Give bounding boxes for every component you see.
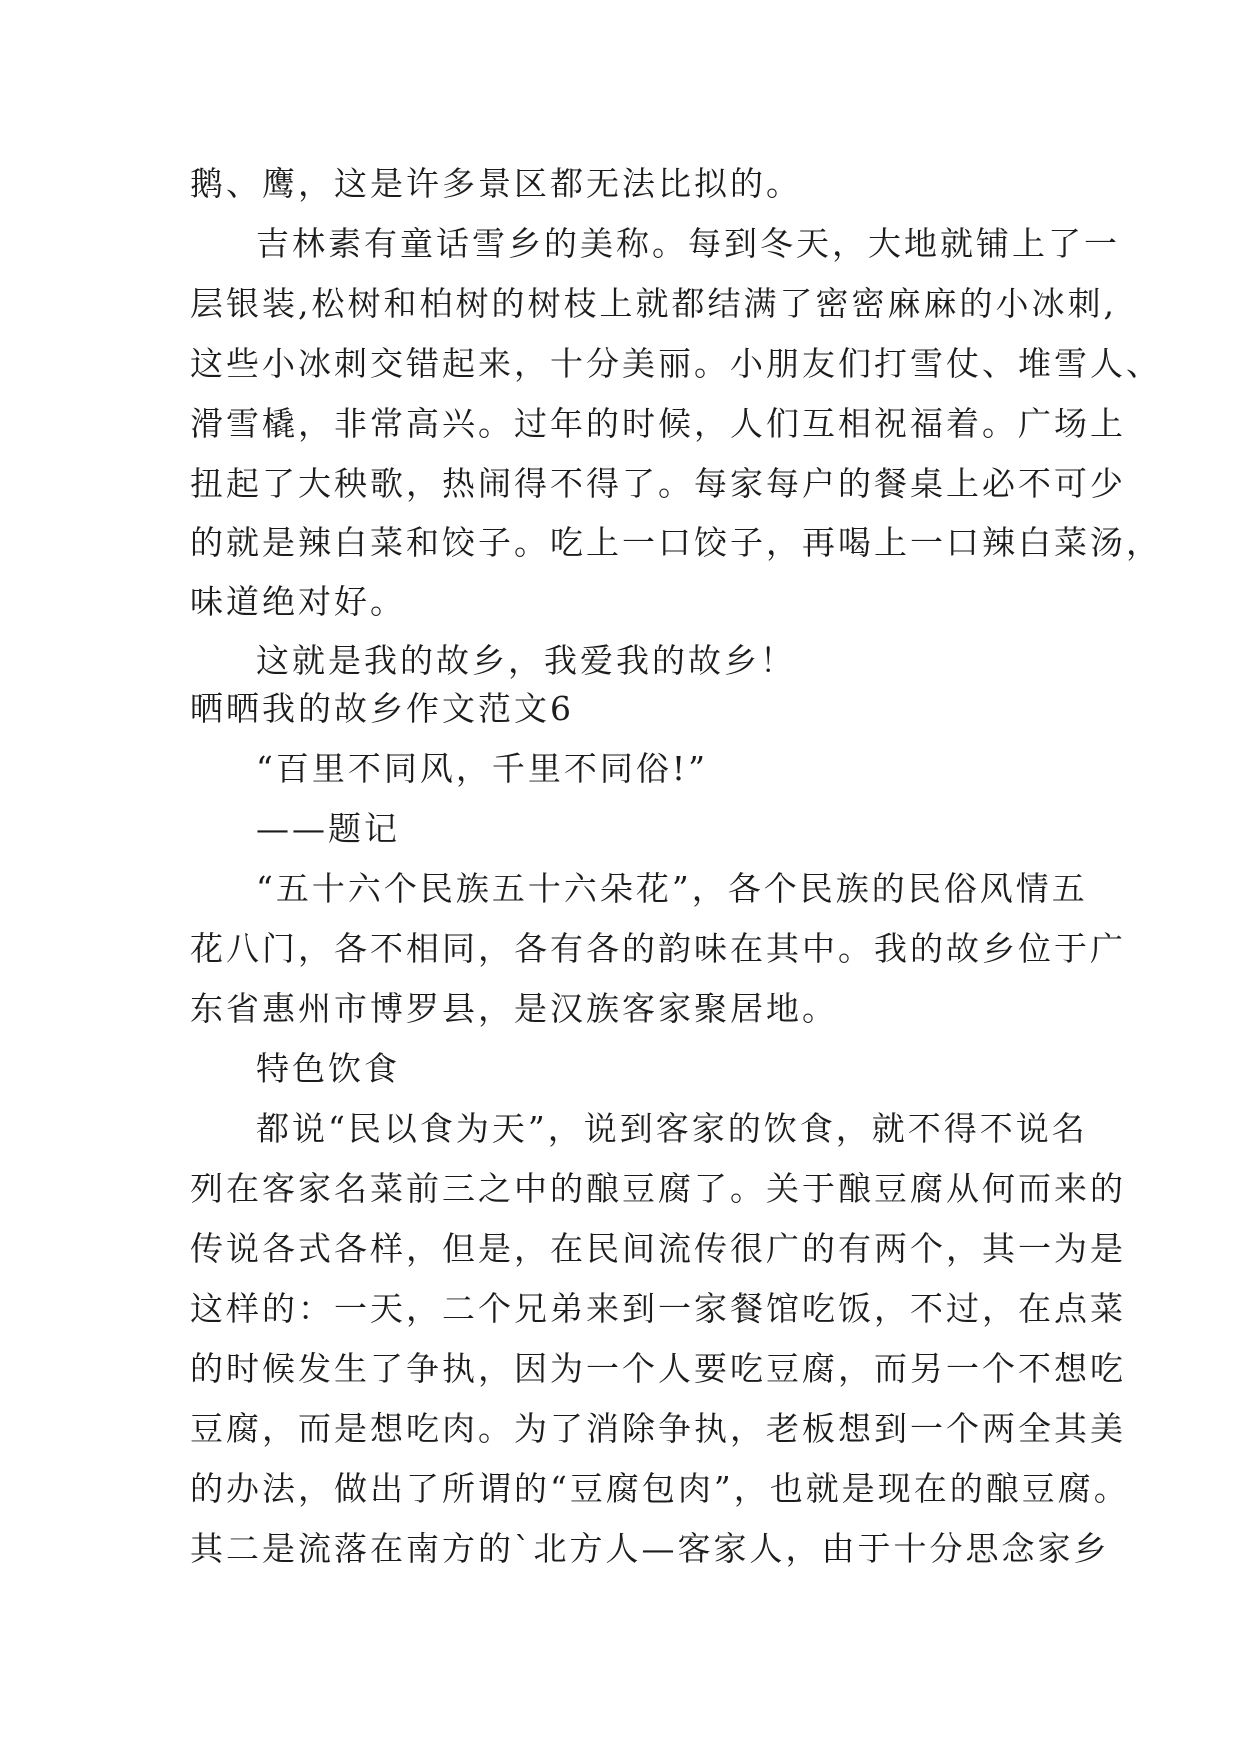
text-line-6: 扭起了大秧歌，热闹得不得了。每家每户的餐桌上必不可少 bbox=[190, 464, 1126, 503]
text-line-19: 传说各式各样，但是，在民间流传很广的有两个，其一为是 bbox=[190, 1229, 1126, 1268]
text-line-9: 这就是我的故乡，我爱我的故乡！ bbox=[256, 641, 796, 680]
text-line-17: 都说“民以食为天”，说到客家的饮食，就不得不说名 bbox=[256, 1109, 1088, 1148]
text-line-23: 的办法，做出了所谓的“豆腐包肉”，也就是现在的酿豆腐。 bbox=[190, 1469, 1130, 1508]
text-line-20: 这样的：一天，二个兄弟来到一家餐馆吃饭，不过，在点菜 bbox=[190, 1289, 1126, 1328]
text-line-2: 吉林素有童话雪乡的美称。每到冬天，大地就铺上了一 bbox=[256, 224, 1120, 263]
text-line-7: 的就是辣白菜和饺子。吃上一口饺子，再喝上一口辣白菜汤， bbox=[190, 523, 1162, 562]
text-line-4: 这些小冰刺交错起来，十分美丽。小朋友们打雪仗、堆雪人、 bbox=[190, 344, 1162, 383]
text-line-5: 滑雪橇，非常高兴。过年的时候，人们互相祝福着。广场上 bbox=[190, 404, 1126, 443]
section-heading: 晒晒我的故乡作文范文6 bbox=[190, 689, 574, 728]
text-line-1: 鹅、鹰，这是许多景区都无法比拟的。 bbox=[190, 164, 802, 203]
text-line-15: 东省惠州市博罗县，是汉族客家聚居地。 bbox=[190, 989, 838, 1028]
text-line-8: 味道绝对好。 bbox=[190, 582, 406, 621]
epigraph-quote: “百里不同风，千里不同俗!” bbox=[256, 749, 709, 788]
text-line-24: 其二是流落在南方的`北方人—客家人，由于十分思念家乡 bbox=[190, 1529, 1110, 1568]
epigraph-attribution: ——题记 bbox=[256, 809, 400, 848]
text-line-21: 的时候发生了争执，因为一个人要吃豆腐，而另一个不想吃 bbox=[190, 1349, 1126, 1388]
text-line-3: 层银装,松树和柏树的树枝上就都结满了密密麻麻的小冰刺, bbox=[190, 284, 1117, 323]
text-line-22: 豆腐，而是想吃肉。为了消除争执，老板想到一个两全其美 bbox=[190, 1409, 1126, 1448]
text-line-13: “五十六个民族五十六朵花”，各个民族的民俗风情五 bbox=[256, 869, 1088, 908]
text-line-14: 花八门，各不相同，各有各的韵味在其中。我的故乡位于广 bbox=[190, 929, 1126, 968]
subheading: 特色饮食 bbox=[256, 1049, 400, 1088]
text-line-18: 列在客家名菜前三之中的酿豆腐了。关于酿豆腐从何而来的 bbox=[190, 1169, 1126, 1208]
